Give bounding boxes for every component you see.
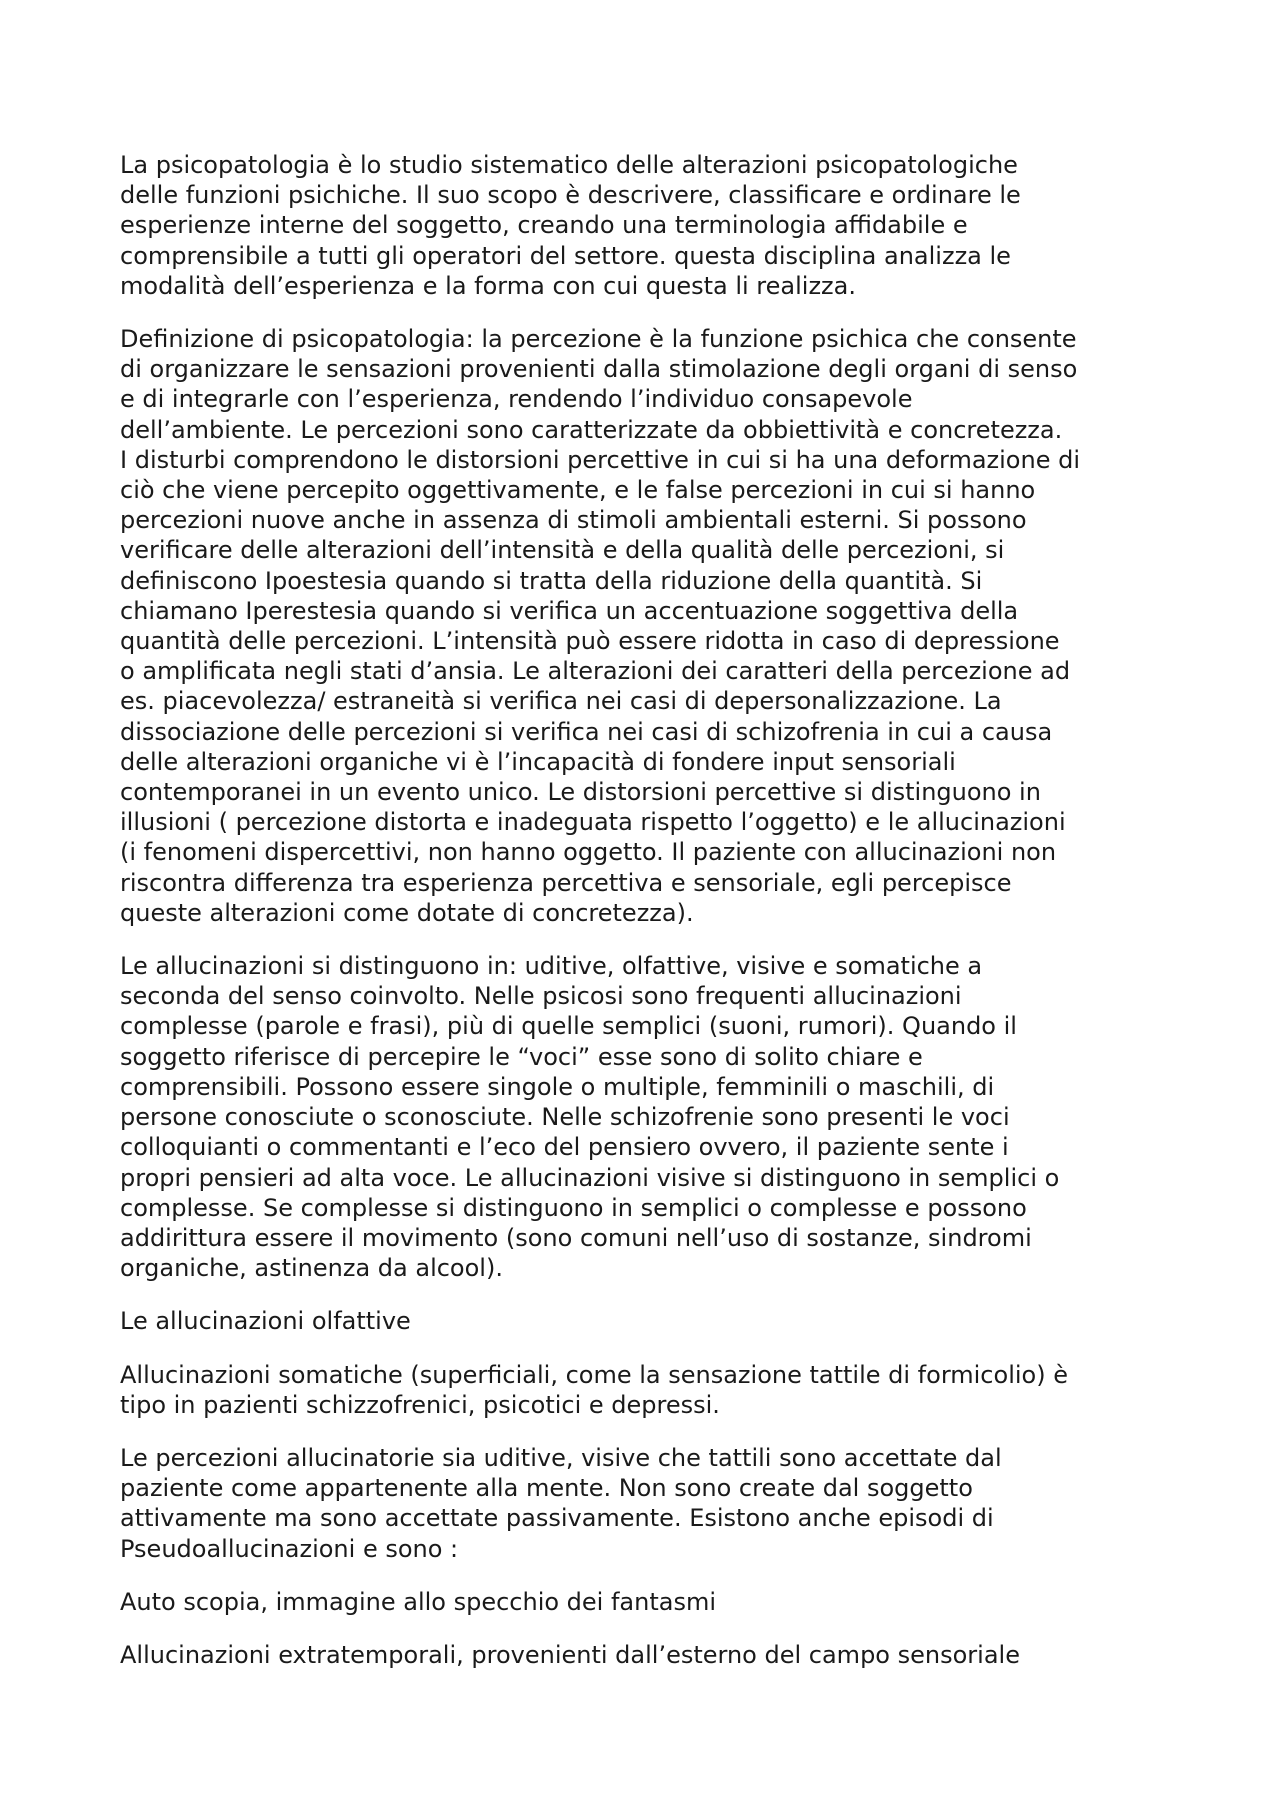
- paragraph-definition: Definizione di psicopatologia: la percezione è la funzione psichica che consente di organizzare le sensazioni provenienti dalla stimolazione degli organi di senso e di integrarle con l’esperienza, rendendo l’individuo consapevole dell’ambiente. Le percezioni sono caratterizzate da obbiettività e concretezza. I disturbi comprendono le distorsioni percettive in cui si ha una deformazione di ciò che viene percepito oggettivamente, e le false percezioni in cui si hanno percezioni nuove anche in assenza di stimoli ambientali esterni. Si possono verificare delle alterazioni dell’intensità e della qualità delle percezioni, si definiscono Ipoestesia quando si tratta della riduzione della quantità. Si chiamano Iperestesia quando si verifica un accentuazione soggettiva della quantità delle percezioni. L’intensità può essere ridotta in caso di depressione o amplificata negli stati d’ansia. Le alterazioni dei caratteri della percezione ad es. piacevolezza/ estraneità si verifica nei casi di depersonalizzazione. La dissociazione delle percezioni si verifica nei casi di schizofrenia in cui a causa delle alterazioni organiche vi è l’incapacità di fondere input sensoriali contemporanei in un evento unico. Le distorsioni percettive si distinguono in illusioni ( percezione distorta e inadeguata rispetto l’oggetto) e le allucinazioni (i fenomeni dispercettivi, non hanno oggetto. Il paziente con allucinazioni non riscontra differenza tra esperienza percettiva e sensoriale, egli percepisce queste alterazioni come dotate di concretezza).: [120, 325, 1080, 927]
- paragraph-intro: La psicopatologia è lo studio sistematico delle alterazioni psicopatologiche delle funzioni psichiche. Il suo scopo è descrivere, classificare e ordinare le esperienze interne del soggetto, creando una terminologia affidabile e comprensibile a tutti gli operatori del settore. questa disciplina analizza le modalità dell’esperienza e la forma con cui questa li realizza.: [120, 151, 1021, 300]
- paragraph-somatic: Allucinazioni somatiche (superficiali, come la sensazione tattile di formicolio) è tipo in pazienti schizzofrenici, psicotici e depressi.: [120, 1360, 1068, 1419]
- document-page: [120, 150, 1170, 1693]
- paragraph-olfactory: Le allucinazioni olfattive: [120, 1307, 411, 1336]
- paragraph-hallucinations: Le allucinazioni si distinguono in: uditive, olfattive, visive e somatiche a seconda del senso coinvolto. Nelle psicosi sono frequenti allucinazioni complesse (parole e frasi), più di quelle semplici (suoni, rumori). Quando il soggetto riferisce di percepire le “voci” esse sono di solito chiare e comprensibili. Possono essere singole o multiple, femminili o maschili, di persone conosciute o sconosciute. Nelle schizofrenie sono presenti le voci colloquianti o commentanti e l’eco del pensiero ovvero, il paziente sente i propri pensieri ad alta voce. Le allucinazioni visive si distinguono in semplici o complesse. Se complesse si distinguono in semplici o complesse e possono addirittura essere il movimento (sono comuni nell’uso di sostanze, sindromi organiche, astinenza da alcool).: [120, 952, 1060, 1283]
- paragraph-perceptions: Le percezioni allucinatorie sia uditive, visive che tattili sono accettate dal paziente come appartenente alla mente. Non sono create dal soggetto attivamente ma sono accettate passivamente. Esistono anche episodi di Pseudoallucinazioni e sono :: [120, 1443, 1002, 1563]
- paragraph-extratemporal: Allucinazioni extratemporali, provenienti dall’esterno del campo sensoriale: [120, 1640, 1020, 1669]
- paragraph-autoscopy: Auto scopia, immagine allo specchio dei fantasmi: [120, 1587, 717, 1616]
